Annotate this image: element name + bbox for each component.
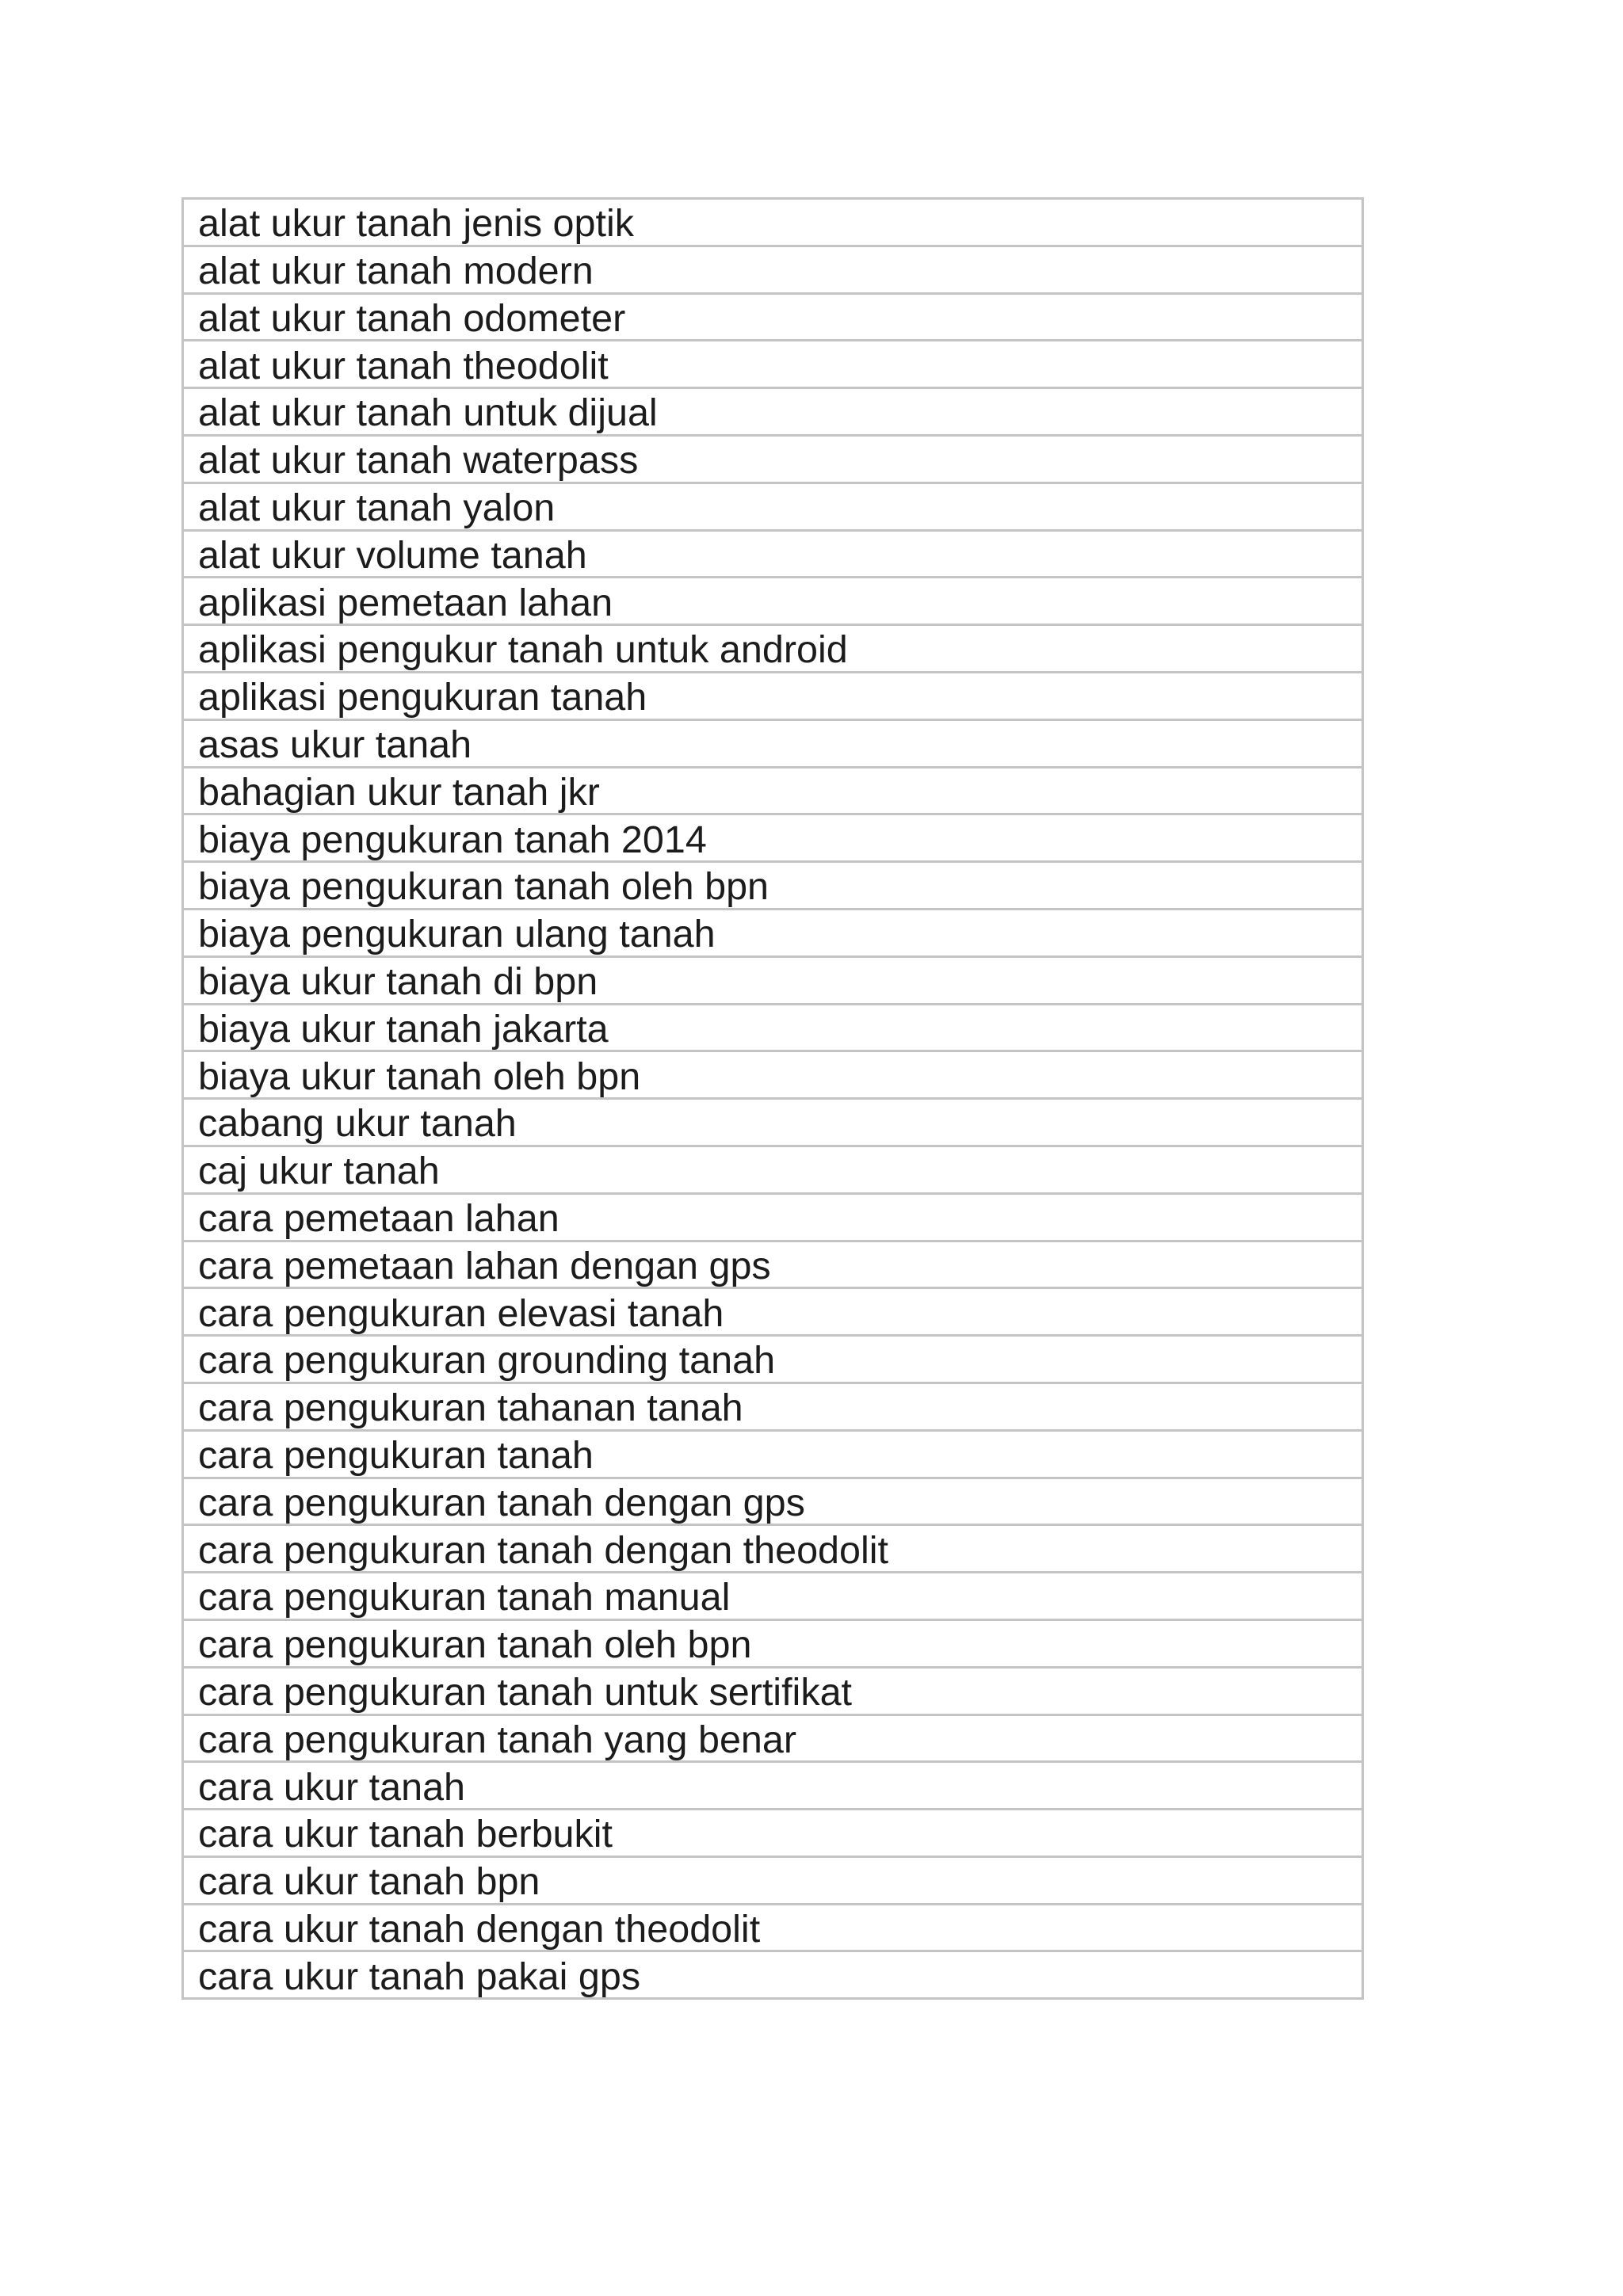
keyword-cell: [183, 956, 1363, 1004]
keyword-text: asas ukur tanah: [198, 723, 472, 767]
table-row: [183, 1856, 1363, 1904]
keyword-cell: [183, 482, 1363, 530]
keyword-cell: [183, 1383, 1363, 1430]
keyword-text: aplikasi pengukuran tanah: [198, 676, 647, 719]
table-row: [183, 1573, 1363, 1620]
keyword-cell: [183, 1241, 1363, 1288]
table-row: [183, 814, 1363, 862]
table-row: [183, 341, 1363, 388]
keyword-text: cara pengukuran tanah: [198, 1434, 594, 1478]
keyword-cell: [183, 1951, 1363, 1999]
table-row: [183, 909, 1363, 956]
keyword-text: alat ukur tanah theodolit: [198, 344, 609, 387]
keyword-text: biaya ukur tanah jakarta: [198, 1007, 609, 1051]
keyword-text: cara pengukuran elevasi tanah: [198, 1291, 724, 1335]
table-row: [183, 1714, 1363, 1762]
keyword-text: aplikasi pemetaan lahan: [198, 581, 613, 624]
keyword-cell: [183, 1193, 1363, 1241]
table-row: [183, 199, 1363, 246]
keyword-text: alat ukur volume tanah: [198, 533, 587, 577]
keyword-text: alat ukur tanah modern: [198, 250, 594, 293]
table-row: [183, 625, 1363, 673]
keyword-text: cara pemetaan lahan: [198, 1197, 559, 1241]
keyword-table-body: [183, 199, 1363, 1999]
table-row: [183, 1004, 1363, 1051]
keyword-cell: [183, 1478, 1363, 1525]
table-row: [183, 1525, 1363, 1573]
table-row: [183, 482, 1363, 530]
table-row: [183, 1762, 1363, 1810]
table-row: [183, 1383, 1363, 1430]
keyword-text: cara ukur tanah dengan theodolit: [198, 1907, 761, 1951]
table-row: [183, 1146, 1363, 1193]
keyword-cell: [183, 199, 1363, 246]
keyword-table: [181, 197, 1364, 2000]
table-row: [183, 1667, 1363, 1714]
keyword-cell: [183, 1099, 1363, 1146]
table-row: [183, 719, 1363, 767]
keyword-cell: [183, 1904, 1363, 1951]
keyword-cell: [183, 1004, 1363, 1051]
table-row: [183, 1951, 1363, 1999]
table-row: [183, 1478, 1363, 1525]
keyword-text: aplikasi pengukur tanah untuk android: [198, 628, 848, 672]
keyword-cell: [183, 862, 1363, 910]
table-row: [183, 388, 1363, 436]
keyword-text: alat ukur tanah odometer: [198, 296, 626, 340]
keyword-cell: [183, 1619, 1363, 1667]
keyword-cell: [183, 1856, 1363, 1904]
table-row: [183, 672, 1363, 719]
keyword-cell: [183, 814, 1363, 862]
keyword-text: bahagian ukur tanah jkr: [198, 770, 600, 814]
keyword-cell: [183, 625, 1363, 673]
keyword-text: cara ukur tanah pakai gps: [198, 1955, 641, 1998]
keyword-text: cara pengukuran tanah yang benar: [198, 1718, 797, 1761]
keyword-cell: [183, 1525, 1363, 1573]
keyword-text: caj ukur tanah: [198, 1150, 440, 1193]
keyword-text: biaya ukur tanah di bpn: [198, 960, 598, 1004]
keyword-cell: [183, 435, 1363, 482]
keyword-cell: [183, 341, 1363, 388]
keyword-text: biaya ukur tanah oleh bpn: [198, 1055, 641, 1098]
table-row: [183, 1810, 1363, 1857]
keyword-cell: [183, 1762, 1363, 1810]
keyword-cell: [183, 246, 1363, 293]
table-row: [183, 1051, 1363, 1099]
keyword-cell: [183, 293, 1363, 341]
table-row: [183, 435, 1363, 482]
keyword-text: alat ukur tanah yalon: [198, 486, 556, 530]
table-row: [183, 1288, 1363, 1336]
keyword-text: biaya pengukuran ulang tanah: [198, 913, 716, 956]
keyword-text: biaya pengukuran tanah 2014: [198, 818, 707, 861]
keyword-cell: [183, 1714, 1363, 1762]
table-row: [183, 1430, 1363, 1478]
keyword-text: cara pengukuran tahanan tanah: [198, 1386, 743, 1430]
keyword-cell: [183, 530, 1363, 578]
keyword-cell: [183, 1051, 1363, 1099]
keyword-text: cara pengukuran grounding tanah: [198, 1339, 776, 1383]
keyword-text: cara ukur tanah bpn: [198, 1860, 540, 1904]
table-row: [183, 1099, 1363, 1146]
keyword-cell: [183, 578, 1363, 625]
keyword-text: cara pengukuran tanah untuk sertifikat: [198, 1671, 853, 1714]
keyword-text: cabang ukur tanah: [198, 1102, 517, 1146]
keyword-cell: [183, 909, 1363, 956]
keyword-cell: [183, 672, 1363, 719]
keyword-text: cara pengukuran tanah manual: [198, 1576, 731, 1619]
keyword-cell: [183, 1667, 1363, 1714]
table-row: [183, 1336, 1363, 1383]
keyword-text: alat ukur tanah waterpass: [198, 439, 639, 482]
table-row: [183, 1619, 1363, 1667]
table-row: [183, 578, 1363, 625]
keyword-text: cara pemetaan lahan dengan gps: [198, 1244, 771, 1287]
keyword-text: cara pengukuran tanah oleh bpn: [198, 1623, 752, 1667]
keyword-text: cara ukur tanah berbukit: [198, 1813, 613, 1856]
keyword-cell: [183, 1573, 1363, 1620]
keyword-cell: [183, 1810, 1363, 1857]
keyword-cell: [183, 1146, 1363, 1193]
keyword-cell: [183, 767, 1363, 814]
table-row: [183, 246, 1363, 293]
table-row: [183, 767, 1363, 814]
keyword-text: cara pengukuran tanah dengan theodolit: [198, 1528, 889, 1572]
keyword-text: alat ukur tanah jenis optik: [198, 202, 635, 246]
keyword-text: alat ukur tanah untuk dijual: [198, 391, 658, 435]
keyword-cell: [183, 388, 1363, 436]
keyword-cell: [183, 1430, 1363, 1478]
table-row: [183, 530, 1363, 578]
keyword-cell: [183, 719, 1363, 767]
keyword-text: biaya pengukuran tanah oleh bpn: [198, 865, 769, 909]
table-row: [183, 862, 1363, 910]
table-row: [183, 293, 1363, 341]
table-row: [183, 956, 1363, 1004]
keyword-text: cara pengukuran tanah dengan gps: [198, 1481, 805, 1524]
table-row: [183, 1904, 1363, 1951]
keyword-text: cara ukur tanah: [198, 1765, 466, 1809]
table-row: [183, 1241, 1363, 1288]
table-row: [183, 1193, 1363, 1241]
keyword-cell: [183, 1288, 1363, 1336]
keyword-cell: [183, 1336, 1363, 1383]
